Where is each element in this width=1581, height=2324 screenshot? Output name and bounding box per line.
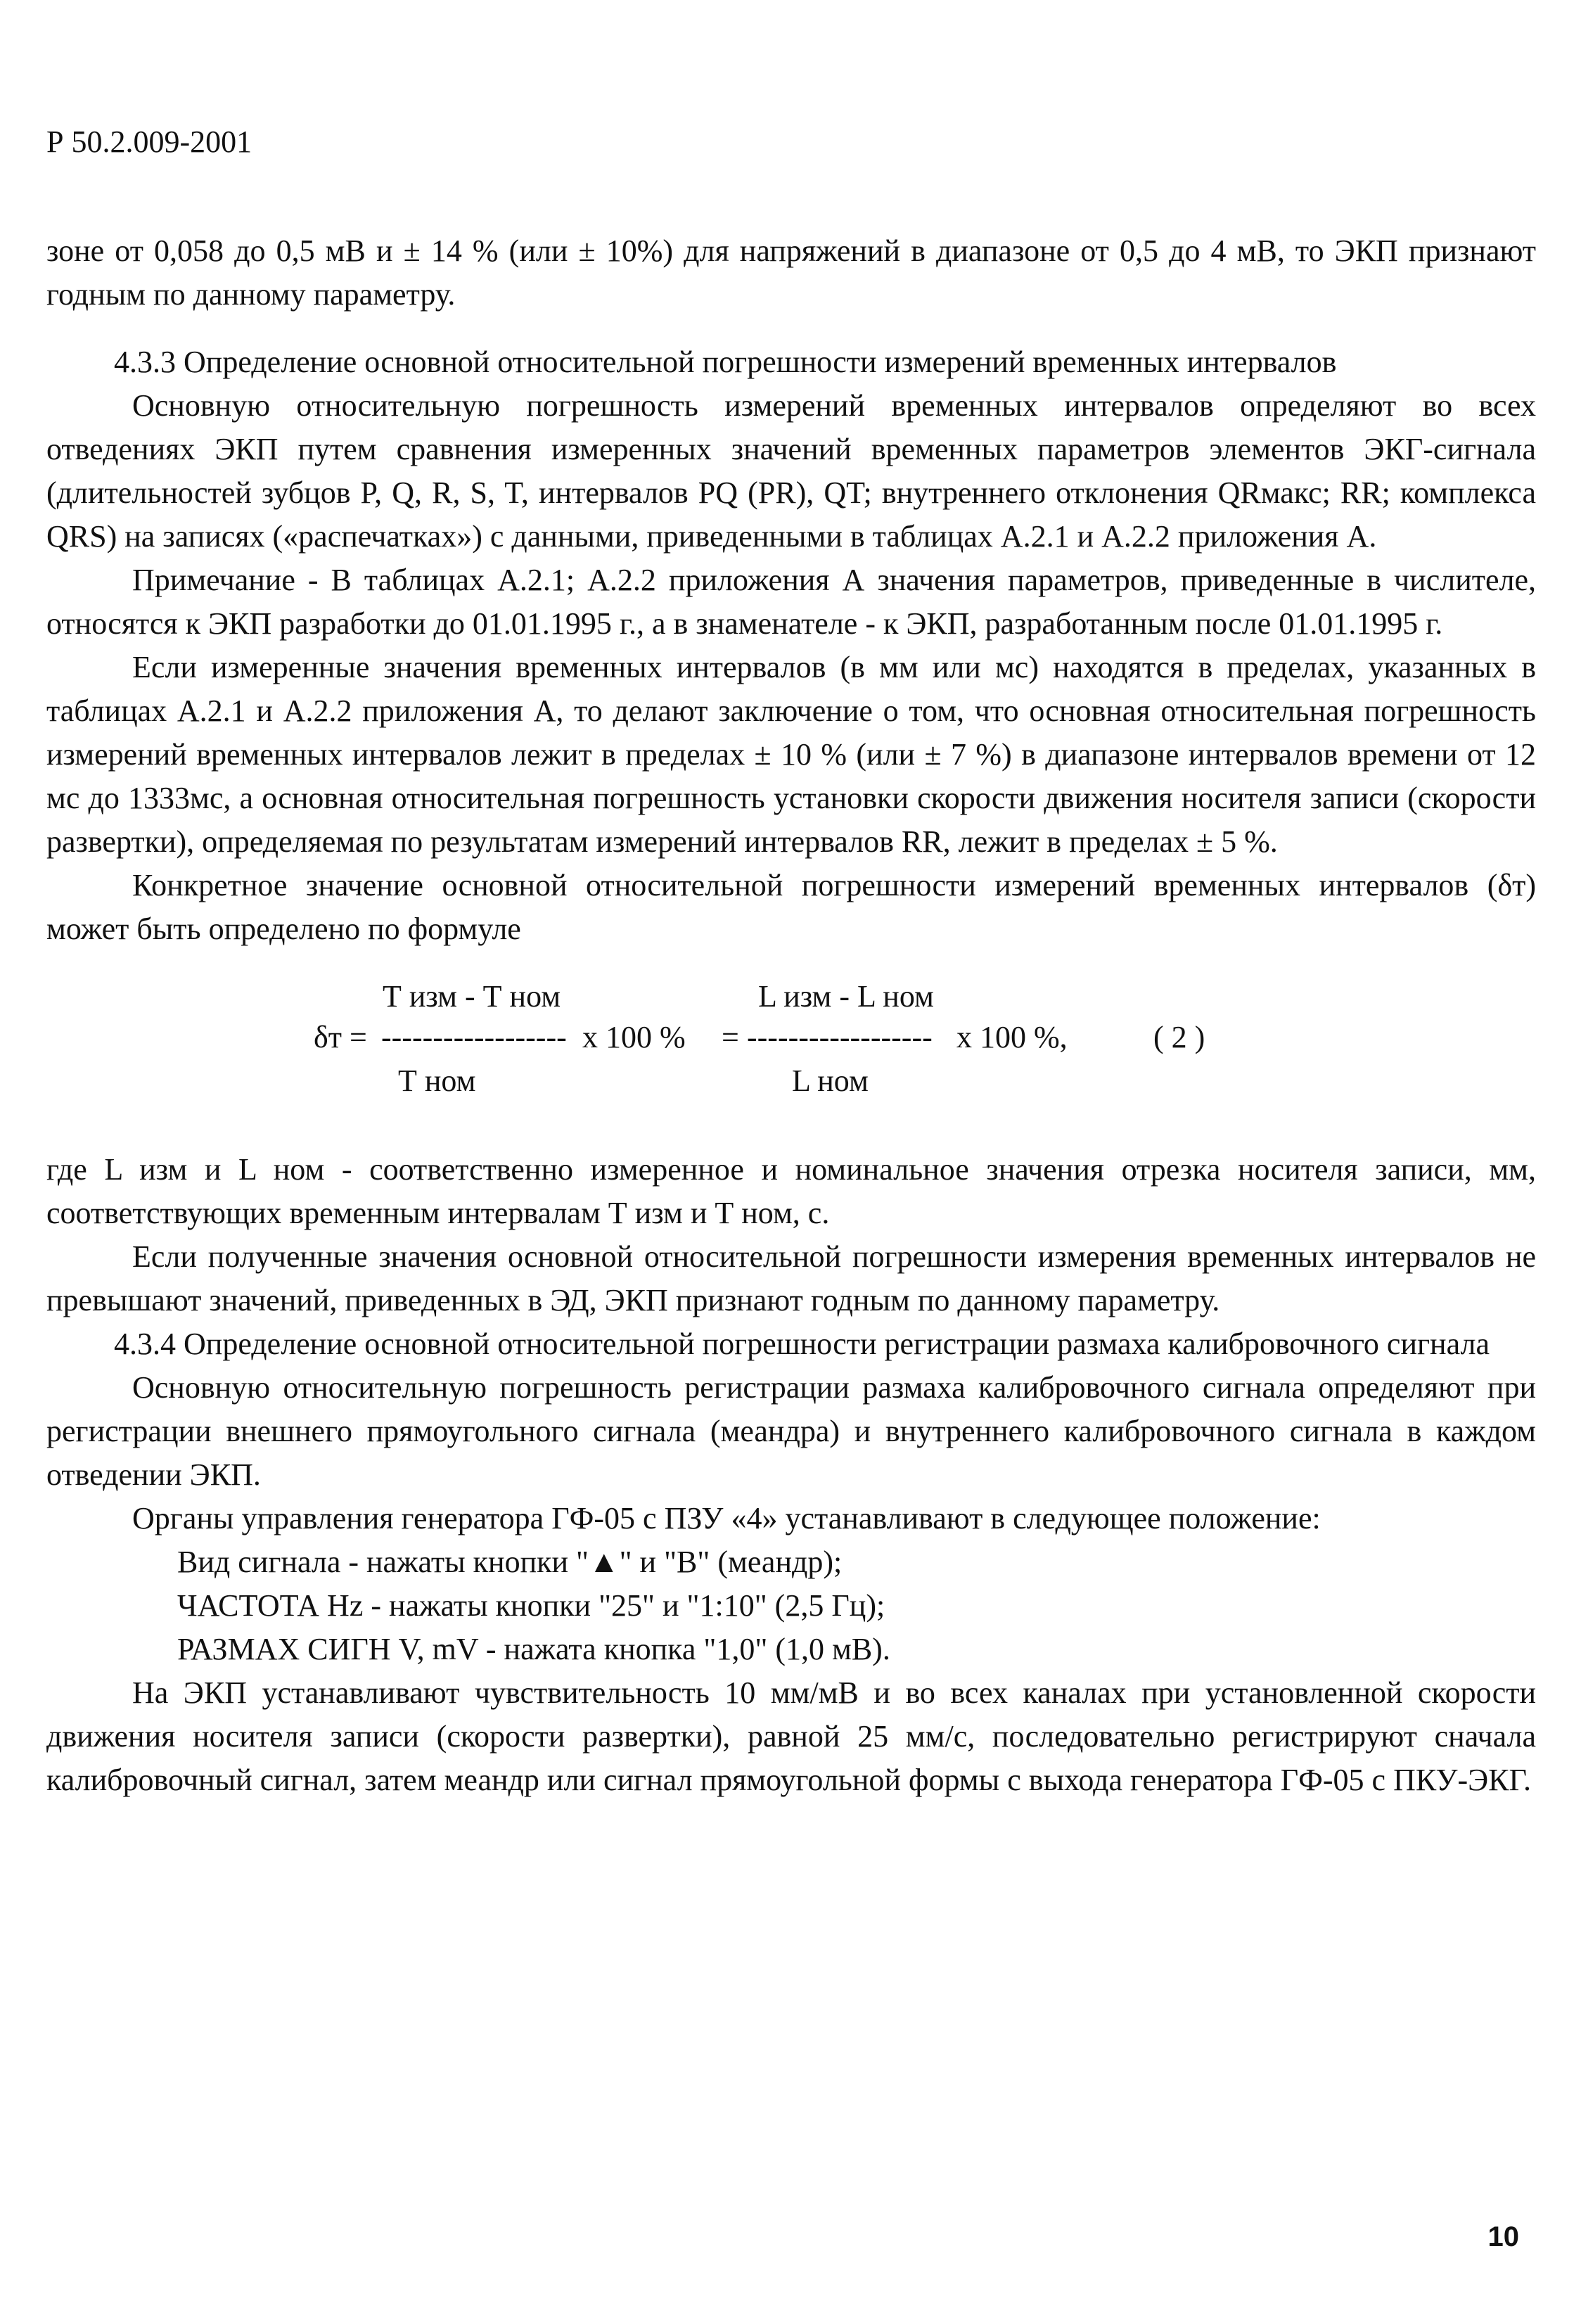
page-body bbox=[46, 229, 1536, 1802]
formula-numerator-l: L изм - L ном bbox=[758, 979, 934, 1014]
paragraph: Если полученные значения основной относительной погрешности измерения временных интервалов не превышают значений, приведенных в ЭД, ЭКП признают годным по данному параметру. bbox=[46, 1239, 1536, 1317]
paragraph-where: где L изм и L ном - соответственно измеренное и номинальное значения отрезка носителя записи, мм, соответствующих временным интервалам Т изм и Т ном, с. bbox=[46, 1152, 1536, 1230]
section-4-3-3-title: 4.3.3 Определение основной относительной погрешности измерений временных интервалов bbox=[114, 345, 1337, 379]
section-4-3-4-title: 4.3.4 Определение основной относительной погрешности регистрации размаха калибровочного сигнала bbox=[114, 1327, 1490, 1361]
formula-multiplier-2: х 100 %, bbox=[956, 1020, 1068, 1054]
formula-lhs: δт = bbox=[314, 1020, 367, 1054]
paragraph: Основную относительную погрешность регистрации размаха калибровочного сигнала определяют при регистрации внешнего прямоугольного сигнала (меандра) и внутреннего калибровочного сигнала в каждом отведении ЭКП. bbox=[46, 1370, 1536, 1492]
page-number: 10 bbox=[1487, 2221, 1519, 2252]
formula-number: ( 2 ) bbox=[1153, 1020, 1205, 1054]
paragraph: На ЭКП устанавливают чувствительность 10 мм/мВ и во всех каналах при установленной скорости движения носителя записи (скорости развертки), равной 25 мм/с, последовательно регистрируют сначала калибровочный сигнал, затем меандр или сигнал прямоугольной формы с выхода генератора ГФ-05 с ПКУ-ЭКГ. bbox=[46, 1675, 1536, 1797]
formula-denominator-t: Т ном bbox=[398, 1064, 476, 1098]
formula-fraction-bar-2: ------------------ bbox=[747, 1020, 933, 1054]
formula-numerator-t: Т изм - Т ном bbox=[383, 979, 561, 1014]
generator-controls-list bbox=[177, 1540, 1536, 1671]
list-item: РАЗМАХ СИГН V, mV - нажата кнопка "1,0" (1,0 мВ). bbox=[177, 1632, 890, 1666]
paragraph: Конкретное значение основной относительной погрешности измерений временных интервалов (δт) может быть определено по формуле bbox=[46, 868, 1536, 946]
paragraph: Основную относительную погрешность измерений временных интервалов определяют во всех отведениях ЭКП путем сравнения измеренных значений временных параметров элементов ЭКГ-сигнала (длительностей зубцов P, Q, R, S, T, интервалов PQ (PR), QT; внутреннего отклонения QRмакс; RR; комплекса QRS) на записях («распечатках») с данными, приведенными в таблицах А.2.1 и А.2.2 приложения А. bbox=[46, 388, 1536, 554]
formula-denominator-l: L ном bbox=[792, 1064, 869, 1098]
paragraph: Если измеренные значения временных интервалов (в мм или мс) находятся в пределах, указанных в таблицах А.2.1 и А.2.2 приложения А, то делают заключение о том, что основная относительная погрешность измерений временных интервалов лежит в пределах ± 10 % (или ± 7 %) в диапазоне интервалов времени от 12 мс до 1333мс, а основная относительная погрешность установки скорости движения носителя записи (скорости развертки), определяемая по результатам измерений интервалов RR, лежит в пределах ± 5 %. bbox=[46, 650, 1536, 859]
list-item: Вид сигнала - нажаты кнопки "▲" и "В" (меандр); bbox=[177, 1545, 843, 1579]
paragraph: Органы управления генератора ГФ-05 с ПЗУ «4» устанавливают в следующее положение: bbox=[132, 1501, 1321, 1536]
list-item: ЧАСТОТА Hz - нажаты кнопки "25" и "1:10" (2,5 Гц); bbox=[177, 1588, 885, 1623]
formula-2 bbox=[46, 975, 1536, 1123]
formula-multiplier-1: х 100 % bbox=[582, 1020, 686, 1054]
formula-equals: = bbox=[722, 1020, 739, 1054]
document-code: Р 50.2.009-2001 bbox=[46, 124, 252, 159]
note-paragraph: Примечание - В таблицах А.2.1; А.2.2 приложения А значения параметров, приведенные в числителе, относятся к ЭКП разработки до 01.01.1995 г., а в знаменателе - к ЭКП, разработанным после 01.01.1995 г. bbox=[46, 563, 1536, 641]
paragraph-continuation: зоне от 0,058 до 0,5 мВ и ± 14 % (или ± 10%) для напряжений в диапазоне от 0,5 до 4 мВ, то ЭКП признают годным по данному параметру. bbox=[46, 234, 1536, 312]
formula-fraction-bar-1: ------------------ bbox=[381, 1020, 567, 1054]
